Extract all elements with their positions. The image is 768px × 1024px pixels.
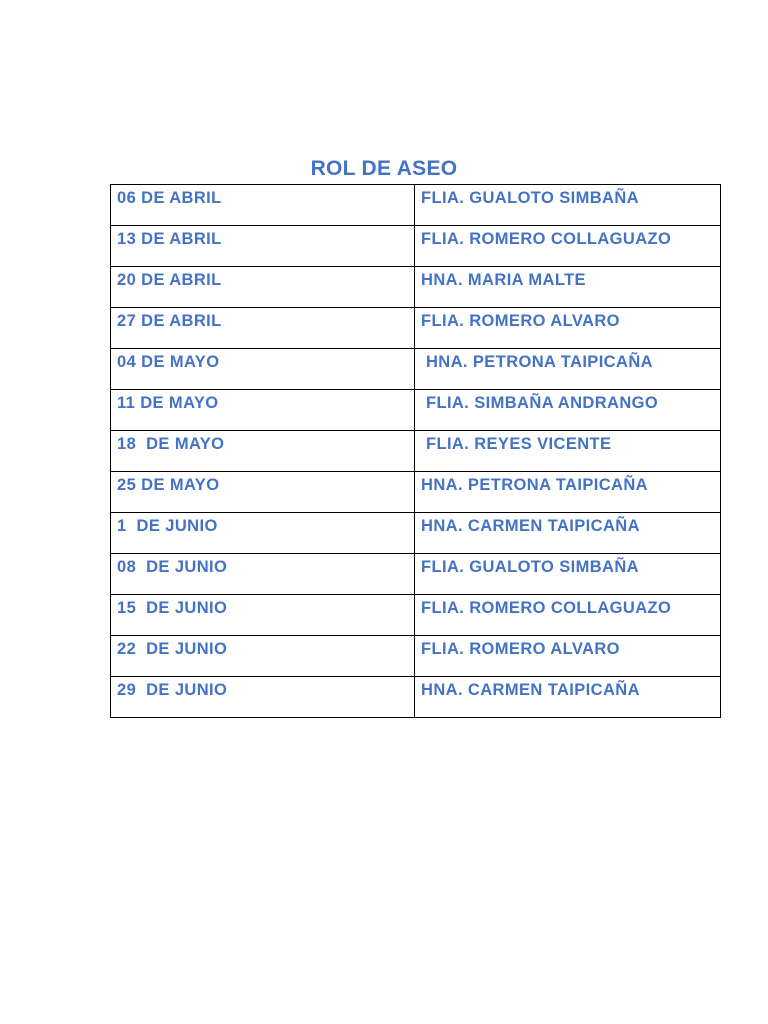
assignee-cell: FLIA. ROMERO ALVARO <box>415 636 721 677</box>
date-cell: 04 DE MAYO <box>111 349 415 390</box>
table-row <box>111 472 721 513</box>
table-row <box>111 595 721 636</box>
assignee-cell: HNA. CARMEN TAIPICAÑA <box>415 677 721 718</box>
table-row <box>111 677 721 718</box>
assignee-cell: FLIA. GUALOTO SIMBAÑA <box>415 185 721 226</box>
table-row <box>111 267 721 308</box>
date-cell: 08 DE JUNIO <box>111 554 415 595</box>
table-row <box>111 349 721 390</box>
assignee-cell: FLIA. REYES VICENTE <box>415 431 721 472</box>
table-row <box>111 390 721 431</box>
table-row <box>111 513 721 554</box>
date-cell: 13 DE ABRIL <box>111 226 415 267</box>
date-cell: 1 DE JUNIO <box>111 513 415 554</box>
table-row <box>111 636 721 677</box>
table-row <box>111 185 721 226</box>
date-cell: 25 DE MAYO <box>111 472 415 513</box>
date-cell: 22 DE JUNIO <box>111 636 415 677</box>
date-cell: 18 DE MAYO <box>111 431 415 472</box>
assignee-cell: FLIA. ROMERO COLLAGUAZO <box>415 226 721 267</box>
table-row <box>111 308 721 349</box>
assignee-cell: HNA. MARIA MALTE <box>415 267 721 308</box>
table-row <box>111 226 721 267</box>
date-cell: 20 DE ABRIL <box>111 267 415 308</box>
assignee-cell: HNA. PETRONA TAIPICAÑA <box>415 472 721 513</box>
assignee-cell: FLIA. SIMBAÑA ANDRANGO <box>415 390 721 431</box>
date-cell: 29 DE JUNIO <box>111 677 415 718</box>
date-cell: 15 DE JUNIO <box>111 595 415 636</box>
date-cell: 11 DE MAYO <box>111 390 415 431</box>
schedule-body <box>111 185 721 718</box>
cleaning-schedule-table <box>110 184 721 718</box>
assignee-cell: FLIA. GUALOTO SIMBAÑA <box>415 554 721 595</box>
page-title: ROL DE ASEO <box>310 157 458 181</box>
table-row <box>111 431 721 472</box>
assignee-cell: HNA. PETRONA TAIPICAÑA <box>415 349 721 390</box>
assignee-cell: FLIA. ROMERO COLLAGUAZO <box>415 595 721 636</box>
assignee-cell: HNA. CARMEN TAIPICAÑA <box>415 513 721 554</box>
date-cell: 27 DE ABRIL <box>111 308 415 349</box>
table-row <box>111 554 721 595</box>
date-cell: 06 DE ABRIL <box>111 185 415 226</box>
assignee-cell: FLIA. ROMERO ALVARO <box>415 308 721 349</box>
